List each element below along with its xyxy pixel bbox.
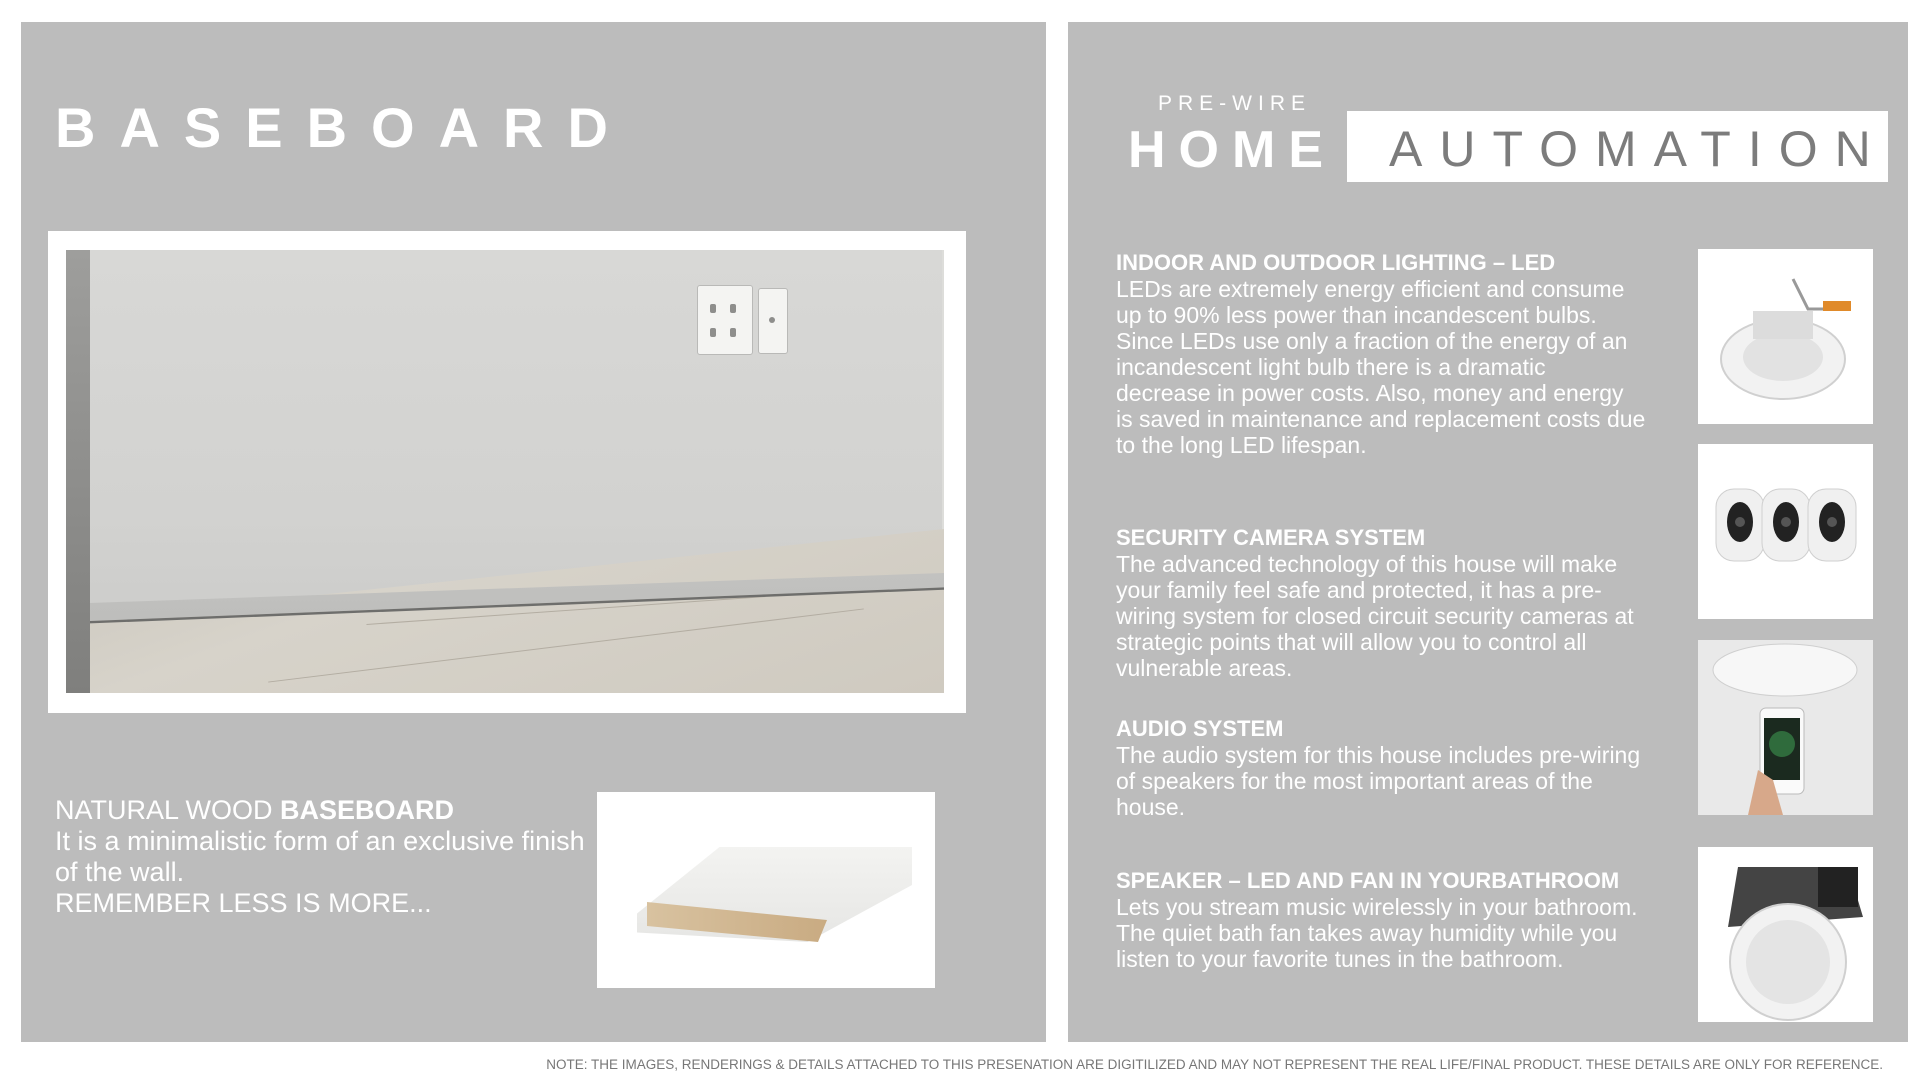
prewire-label: PRE-WIRE (1158, 92, 1311, 115)
feature-bathroom-speaker (1116, 868, 1646, 972)
bath-fan-icon (1698, 847, 1873, 1022)
baseboard-title: BASEBOARD (55, 96, 632, 159)
caption-prefix: NATURAL WOOD (55, 795, 281, 825)
disclaimer-note: NOTE: THE IMAGES, RENDERINGS & DETAILS ATTACHED TO THIS PRESENATION ARE DIGITILIZED AND MAY NOT REPRESENT THE REAL LIFE/FINAL PRODUCT. THESE DETAILS ARE ONLY FOR REFERENCE. (546, 1057, 1883, 1072)
audio-system-image (1698, 640, 1873, 815)
feature-audio (1116, 716, 1646, 820)
feature-security-camera (1116, 525, 1646, 681)
feature-title: SPEAKER – LED AND FAN IN YOURBATHROOM (1116, 868, 1620, 893)
natural-wood-caption (55, 795, 595, 919)
feature-title: SECURITY CAMERA SYSTEM (1116, 525, 1426, 550)
automation-title-box (1347, 111, 1888, 182)
caption-bold: BASEBOARD (280, 795, 455, 825)
caption-description: It is a minimalistic form of an exclusive finish of the wall. (55, 826, 585, 887)
home-label: HOME (1128, 121, 1336, 179)
speaker-phone-icon (1698, 640, 1873, 815)
feature-text: Lets you stream music wirelessly in your bathroom. The quiet bath fan takes away humidity while you listen to your favorite tunes in the bathroom. (1116, 894, 1638, 972)
data-outlet (758, 288, 788, 354)
caption-line1 (55, 795, 454, 825)
led-downlight-image (1698, 249, 1873, 424)
security-camera-image (1698, 444, 1873, 619)
wall-photo-image (66, 250, 944, 693)
feature-text: LEDs are extremely energy efficient and consume up to 90% less power than incandescent bulbs. Since LEDs use only a fraction of the energy of an incandescent light bulb there is a dramatic decrease in power costs. Also, money and energy is saved in maintenance and replacement costs due to the long LED lifespan. (1116, 276, 1646, 458)
automation-label: AUTOMATION (1389, 121, 1888, 177)
baseboard-wall-photo (48, 231, 966, 713)
security-camera-icon (1698, 444, 1873, 619)
wood-board-photo (597, 792, 935, 988)
wall-corner (66, 250, 90, 693)
feature-lighting (1116, 250, 1646, 458)
feature-text: The advanced technology of this house will make your family feel safe and protected, it has a pre-wiring system for closed circuit security cameras at strategic points that will allow you to control all vulnerable areas. (1116, 551, 1634, 681)
led-downlight-icon (1698, 249, 1873, 424)
bathroom-fan-speaker-image (1698, 847, 1873, 1022)
feature-text: The audio system for this house includes pre-wiring of speakers for the most important areas of the house. (1116, 742, 1641, 820)
feature-title: AUDIO SYSTEM (1116, 716, 1284, 741)
feature-title: INDOOR AND OUTDOOR LIGHTING – LED (1116, 250, 1556, 275)
electrical-outlet (697, 285, 753, 355)
caption-motto: REMEMBER LESS IS MORE... (55, 888, 432, 918)
